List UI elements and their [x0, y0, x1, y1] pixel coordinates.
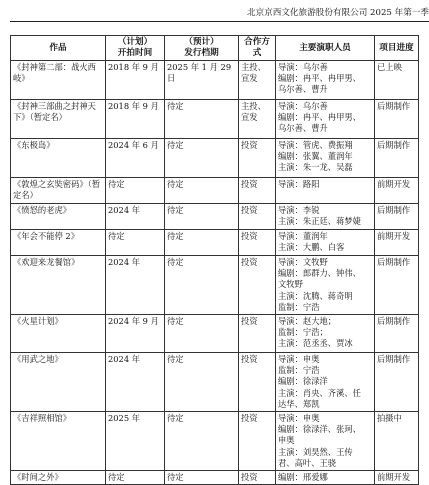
cell-release: 待定 — [165, 139, 239, 178]
cell-status: 前期开发 — [375, 230, 419, 256]
cell-shoot: 待定 — [106, 471, 165, 485]
cell-mode: 投资 — [239, 178, 276, 204]
cell-shoot: 2024 年 — [106, 204, 165, 230]
cell-shoot: 2024 年 — [106, 353, 165, 412]
col-header-release: （预计） 发行档期 — [165, 36, 239, 61]
cell-release: 待定 — [165, 230, 239, 256]
table-row — [11, 139, 419, 178]
col-header-status: 项目进度 — [375, 36, 419, 61]
cell-staff: 导演：乌尔善 编剧：冉平、冉甲男、 乌尔善、曹升 — [276, 100, 375, 139]
cell-staff: 导演：董润年 主演：大鹏、白客 — [276, 230, 375, 256]
cell-release: 待定 — [165, 412, 239, 471]
col-header-shoot-time: （计划） 开拍时间 — [106, 36, 165, 61]
table-row — [11, 471, 419, 485]
cell-status: 后期制作 — [375, 315, 419, 353]
cell-staff: 导演：乌尔善 编剧：冉平、冉甲男、 乌尔善、曹升 — [276, 61, 375, 100]
cell-work: 《欢迎来龙餐馆》 — [11, 256, 106, 315]
cell-mode: 投资 — [239, 412, 276, 471]
cell-staff: 导演：管虎、费振翔 编剧：张翼、董润年 主演：朱一龙、吴磊 — [276, 139, 375, 178]
cell-mode: 投资 — [239, 256, 276, 315]
cell-staff: 导演：申奥 监制：宁浩 编剧：徐渌洋 主演：肖央、齐溪、任 达华、郑凯 — [276, 353, 375, 412]
col-header-mode: 合作方式 — [239, 36, 276, 61]
cell-release: 待定 — [165, 256, 239, 315]
table-row — [11, 315, 419, 353]
cell-work: 《火星计划》 — [11, 315, 106, 353]
cell-work: 《愤怒的老虎》 — [11, 204, 106, 230]
cell-work: 《封神三部曲之封神天下》（暂定名） — [11, 100, 106, 139]
cell-shoot: 2018 年 9 月 — [106, 100, 165, 139]
cell-work: 《吉祥照相馆》 — [11, 412, 106, 471]
cell-shoot: 2018 年 9 月 — [106, 61, 165, 100]
cell-release: 待定 — [165, 178, 239, 204]
cell-work: 《封神第二部：战火西岐》 — [11, 61, 106, 100]
cell-release: 待定 — [165, 353, 239, 412]
cell-status: 前期开发 — [375, 178, 419, 204]
cell-status: 后期制作 — [375, 353, 419, 412]
cell-work: 《东极岛》 — [11, 139, 106, 178]
cell-status: 前期开发 — [375, 471, 419, 485]
cell-shoot: 2024 年 — [106, 256, 165, 315]
cell-staff: 导演：路阳 — [276, 178, 375, 204]
cell-status: 后期制作 — [375, 100, 419, 139]
cell-mode: 投资 — [239, 353, 276, 412]
cell-shoot: 2024 年 6 月 — [106, 139, 165, 178]
cell-shoot: 待定 — [106, 178, 165, 204]
cell-mode: 投资 — [239, 139, 276, 178]
cell-mode: 主投、宣发 — [239, 61, 276, 100]
cell-mode: 投资 — [239, 230, 276, 256]
table-row — [11, 256, 419, 315]
cell-release: 2025 年 1 月 29 日 — [165, 61, 239, 100]
cell-staff: 导演：文牧野 编剧：郎群力、钟伟、 文牧野 主演：沈腾、蒋奇明 监制：宁浩 — [276, 256, 375, 315]
cell-staff: 编剧：邢爱娜 — [276, 471, 375, 485]
header-rule — [10, 21, 429, 22]
table-row — [11, 204, 419, 230]
projects-table — [10, 35, 419, 485]
cell-staff: 导演：申奥 编剧：徐渌洋、张珂、 申奥 主演：刘昊然、王传 君、高叶、王骁 — [276, 412, 375, 471]
cell-staff: 导演：赵大地； 监制：宁浩； 主演：范丞丞、贾冰 — [276, 315, 375, 353]
cell-release: 待定 — [165, 315, 239, 353]
cell-work: 《用武之地》 — [11, 353, 106, 412]
cell-status: 拍摄中 — [375, 412, 419, 471]
table-row — [11, 100, 419, 139]
cell-status: 后期制作 — [375, 256, 419, 315]
cell-mode: 投资 — [239, 204, 276, 230]
cell-release: 待定 — [165, 471, 239, 485]
col-header-staff: 主要演职人员 — [276, 36, 375, 61]
cell-status: 后期制作 — [375, 139, 419, 178]
table-row — [11, 230, 419, 256]
table-row — [11, 61, 419, 100]
cell-release: 待定 — [165, 204, 239, 230]
cell-mode: 投资 — [239, 315, 276, 353]
table-row — [11, 412, 419, 471]
cell-status: 后期制作 — [375, 204, 419, 230]
cell-shoot: 2025 年 — [106, 412, 165, 471]
cell-shoot: 2024 年 9 月 — [106, 315, 165, 353]
table-row — [11, 178, 419, 204]
cell-staff: 导演：李锐 主演：朱正廷、蒋梦婕 — [276, 204, 375, 230]
table-header-row — [11, 36, 419, 61]
cell-work: 《敦煌之玄奘密码》（暂定名） — [11, 178, 106, 204]
cell-status: 已上映 — [375, 61, 419, 100]
cell-work: 《时间之外》 — [11, 471, 106, 485]
page-header: 北京京西文化旅游股份有限公司 2025 年第一季 — [246, 8, 429, 18]
table-row — [11, 353, 419, 412]
cell-work: 《年会不能停 2》 — [11, 230, 106, 256]
cell-mode: 主投、宣发 — [239, 100, 276, 139]
cell-mode: 投资 — [239, 471, 276, 485]
cell-shoot: 待定 — [106, 230, 165, 256]
col-header-work: 作品 — [11, 36, 106, 61]
cell-release: 待定 — [165, 100, 239, 139]
